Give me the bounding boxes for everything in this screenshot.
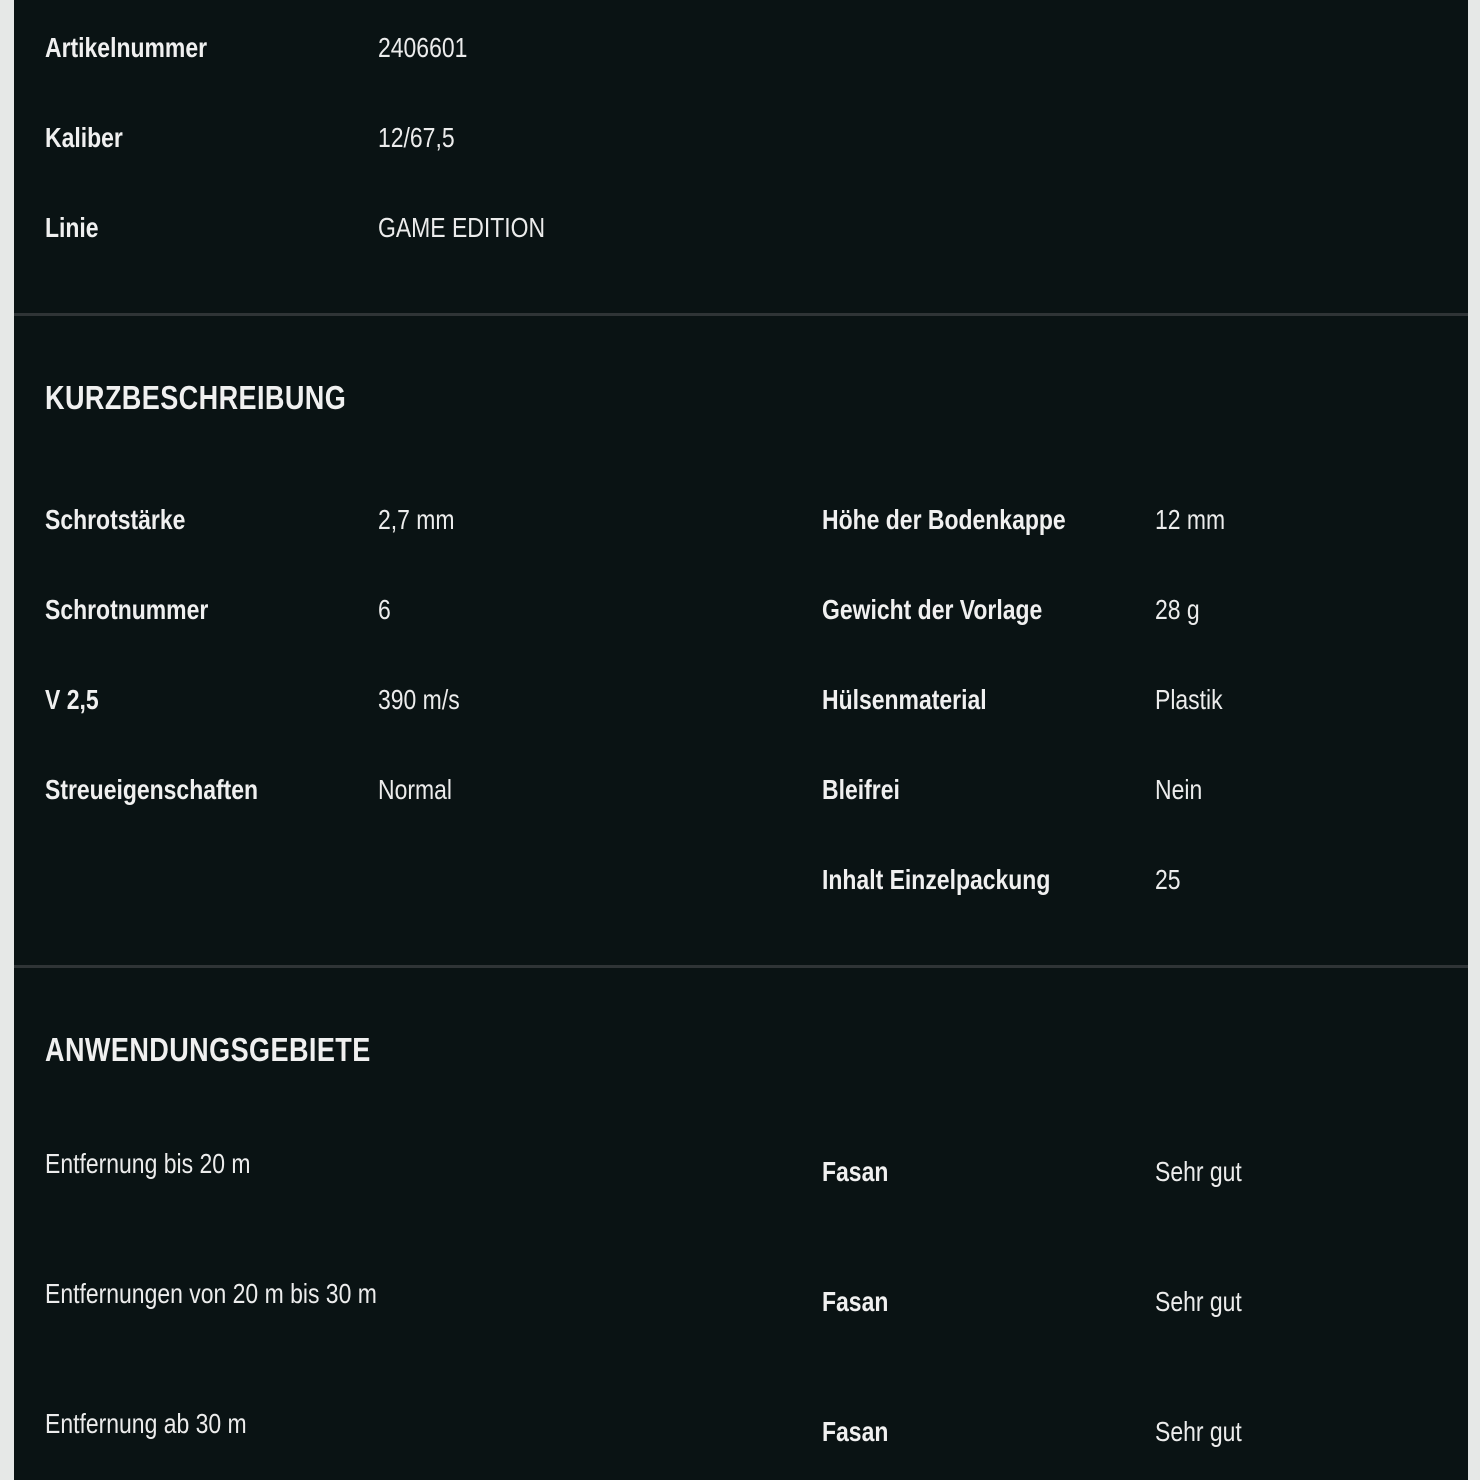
game-label: Fasan — [822, 1156, 889, 1187]
section-divider — [14, 313, 1468, 316]
section-divider — [14, 965, 1468, 968]
inhalt-einzelpackung-value: 25 — [1155, 864, 1181, 895]
schrotstaerke-value: 2,7 mm — [378, 504, 455, 535]
game-label: Fasan — [822, 1416, 889, 1447]
product-details-panel — [14, 0, 1468, 1480]
kaliber-value: 12/67,5 — [378, 122, 455, 153]
gewicht-vorlage-value: 28 g — [1155, 594, 1200, 625]
huelsenmaterial-value: Plastik — [1155, 684, 1223, 715]
gewicht-vorlage-label: Gewicht der Vorlage — [822, 594, 1043, 625]
artikelnummer-value: 2406601 — [378, 32, 468, 63]
artikelnummer-label: Artikelnummer — [45, 32, 208, 63]
v25-label: V 2,5 — [45, 684, 99, 715]
bodenkappe-label: Höhe der Bodenkappe — [822, 504, 1066, 535]
linie-label: Linie — [45, 212, 99, 243]
distance-label: Entfernungen von 20 m bis 30 m — [45, 1278, 377, 1309]
inhalt-einzelpackung-label: Inhalt Einzelpackung — [822, 864, 1051, 895]
rating-value: Sehr gut — [1155, 1156, 1242, 1187]
distance-label: Entfernung bis 20 m — [45, 1148, 251, 1179]
anwendungsgebiete-heading: ANWENDUNGSGEBIETE — [45, 1031, 371, 1068]
schrotnummer-label: Schrotnummer — [45, 594, 209, 625]
bleifrei-value: Nein — [1155, 774, 1203, 805]
schrotnummer-value: 6 — [378, 594, 391, 625]
schrotstaerke-label: Schrotstärke — [45, 504, 186, 535]
distance-label: Entfernung ab 30 m — [45, 1408, 247, 1439]
rating-value: Sehr gut — [1155, 1286, 1242, 1317]
kaliber-label: Kaliber — [45, 122, 123, 153]
streueigenschaften-label: Streueigenschaften — [45, 774, 259, 805]
streueigenschaften-value: Normal — [378, 774, 452, 805]
bleifrei-label: Bleifrei — [822, 774, 900, 805]
kurzbeschreibung-heading: KURZBESCHREIBUNG — [45, 379, 347, 416]
bodenkappe-value: 12 mm — [1155, 504, 1226, 535]
linie-value: GAME EDITION — [378, 212, 546, 243]
rating-value: Sehr gut — [1155, 1416, 1242, 1447]
v25-value: 390 m/s — [378, 684, 460, 715]
game-label: Fasan — [822, 1286, 889, 1317]
huelsenmaterial-label: Hülsenmaterial — [822, 684, 987, 715]
